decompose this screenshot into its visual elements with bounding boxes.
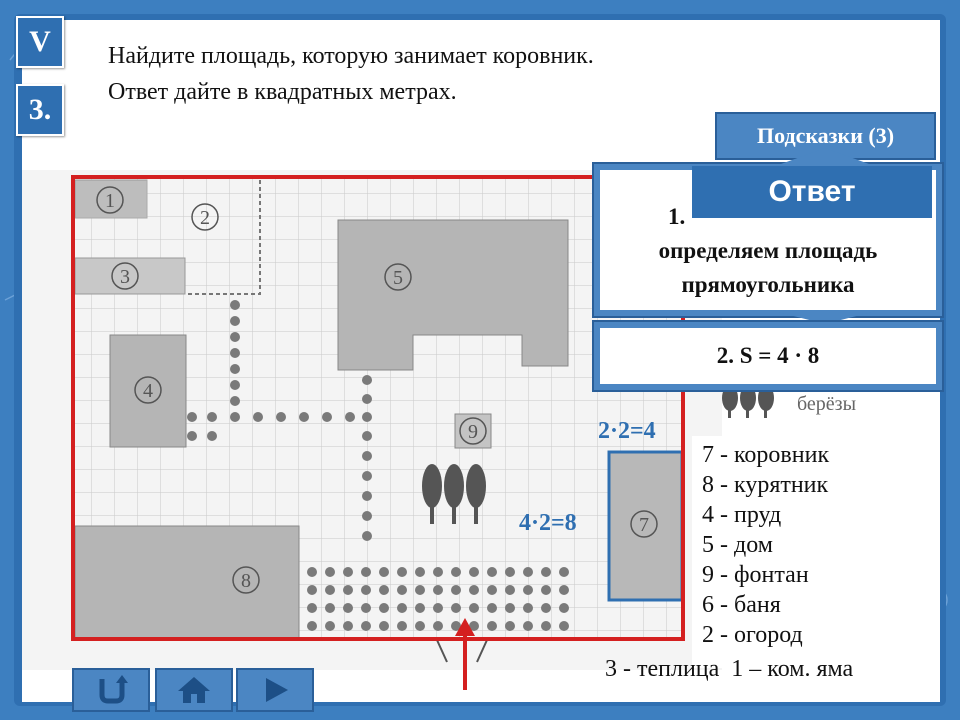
svg-text:5: 5 [393,267,403,289]
formula-length: 4·2=8 [519,510,577,536]
hint-1-line-2: определяем площадь [658,238,878,263]
svg-text:1: 1 [105,190,115,212]
svg-text:9: 9 [468,421,478,443]
legend-item: 2 - огород [702,622,803,648]
prompt-line-2: Ответ дайте в квадратных метрах. [108,79,457,105]
trees-label: берёзы [797,393,857,415]
hints-button[interactable]: Подсказки (3) [715,112,936,160]
hint-2-panel [592,320,944,392]
legend-item: 8 - курятник [702,472,829,498]
svg-text:8: 8 [241,570,251,592]
formula-width: 2·2=4 [598,418,656,444]
prompt-line-1: Найдите площадь, которую занимает коровник. [108,43,594,69]
legend-item: 5 - дом [702,532,773,558]
task-prompt [108,38,594,110]
legend-item: 6 - баня [702,592,781,618]
svg-text:2: 2 [200,207,210,229]
legend-item: 9 - фонтан [702,562,809,588]
section-badge: V [16,16,64,68]
return-arrow-icon [94,675,128,705]
next-button[interactable] [236,668,314,712]
birch-trees [422,464,486,524]
plot-8-chicken-coop [75,526,299,638]
svg-text:3: 3 [120,266,130,288]
legend-item: 7 - коровник [702,442,830,468]
hint-2-text: 2. S = 4 · 8 [600,328,936,384]
play-icon [260,675,290,705]
hint-1-line-1: 1. [668,204,686,229]
legend-item-last: 3 - теплица 1 – ком. яма [605,656,854,682]
svg-text:7: 7 [639,514,649,536]
hint-1-line-3: прямоугольника [681,272,855,297]
svg-text:4: 4 [143,380,153,402]
legend-item: 4 - пруд [702,502,782,528]
home-button[interactable] [155,668,233,712]
legend-list [702,440,829,650]
back-button[interactable] [72,668,150,712]
home-icon [176,675,212,705]
answer-button[interactable]: Ответ [692,166,932,218]
task-number-badge: 3. [16,84,64,136]
